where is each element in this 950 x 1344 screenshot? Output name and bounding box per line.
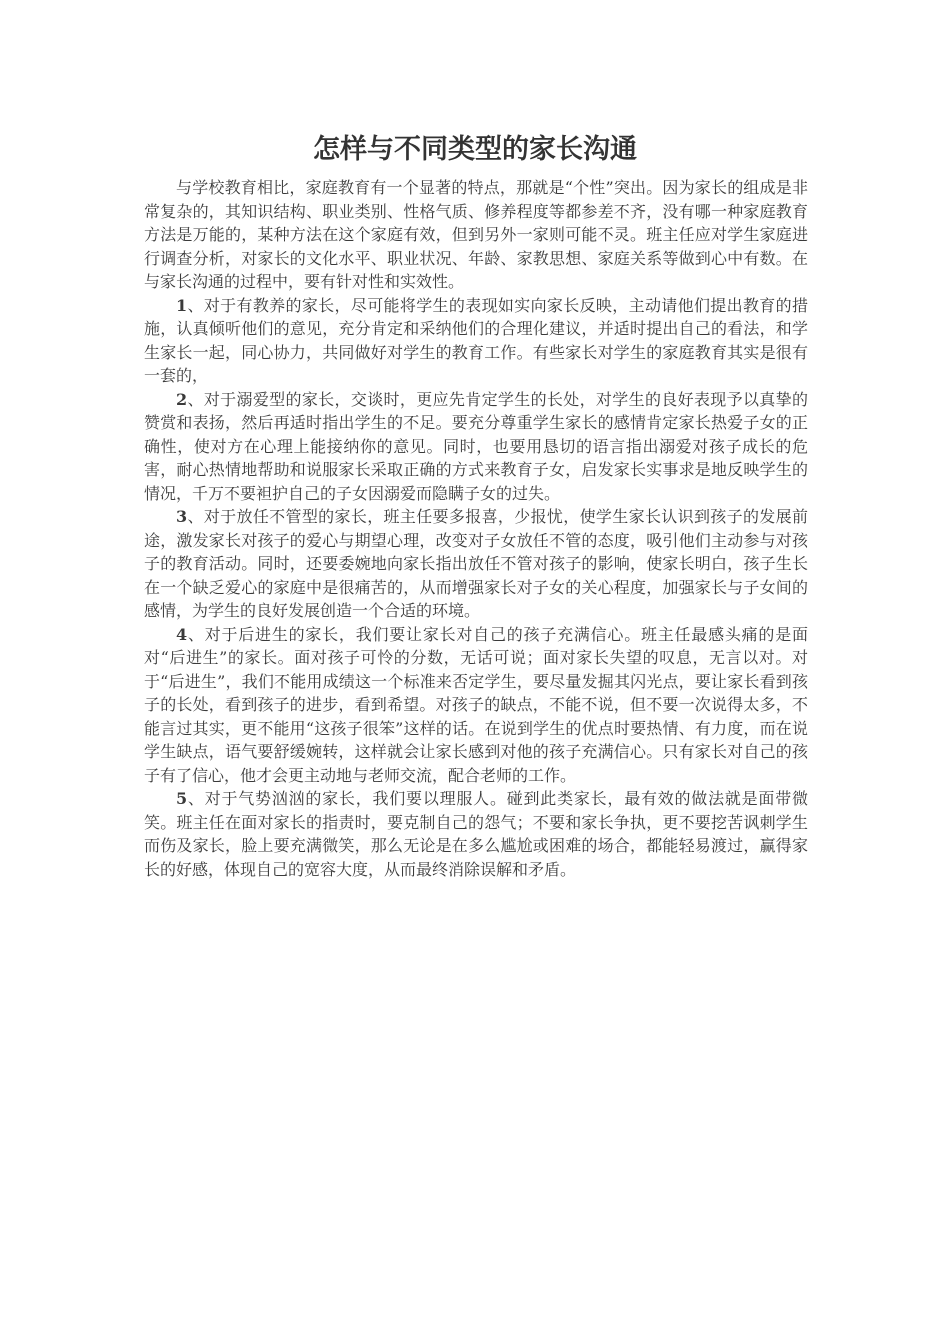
document-title: 怎样与不同类型的家长沟通 bbox=[313, 134, 637, 165]
section-number: 1 bbox=[176, 295, 188, 315]
section-paragraph-5 bbox=[144, 787, 808, 881]
section-paragraph-1 bbox=[144, 294, 808, 388]
section-paragraph-2 bbox=[144, 388, 808, 506]
section-number: 3 bbox=[176, 507, 188, 526]
section-text: 、对于后进生的家长，我们要让家长对自己的孩子充满信心。班主任最感头痛的是面对“后进生”的家长。面对孩子可怜的分数，无话可说；面对家长失望的叹息，无言以对。对于“后进生”，我们不能用成绩这一个标准来否定学生，要尽量发掘其闪光点，要让家长看到孩子的长处，看到孩子的进步，看到希望。对孩子的缺点，不能不说，但不要一次说得太多，不能言过其实，更不能用“这孩子很笨”这样的话。在说到学生的优点时要热情、有力度，而在说学生缺点，语气要舒缓婉转，这样就会让家长感到对他的孩子充满信心。只有家长对自己的孩子有了信心，他才会更主动地与老师交流，配合老师的工作。 bbox=[144, 624, 808, 785]
section-number: 4 bbox=[176, 624, 188, 644]
section-text: 、对于有教养的家长，尽可能将学生的表现如实向家长反映，主动请他们提出教育的措施，认真倾听他们的意见，充分肯定和采纳他们的合理化建议，并适时提出自己的看法，和学生家长一起，同心协力，共同做好对学生的教育工作。有些家长对学生的家庭教育其实是很有一套的， bbox=[144, 295, 808, 385]
section-text: 、对于溺爱型的家长，交谈时，更应先肯定学生的长处，对学生的良好表现予以真挚的赞赏和表扬，然后再适时指出学生的不足。要充分尊重学生家长的感情肯定家长热爱子女的正确性，使对方在心理上能接纳你的意见。同时，也要用恳切的语言指出溺爱对孩子成长的危害，耐心热情地帮助和说服家长采取正确的方式来教育子女，启发家长实事求是地反映学生的情况，千万不要袒护自己的子女因溺爱而隐瞒子女的过失。 bbox=[144, 389, 808, 503]
document-body bbox=[144, 176, 808, 881]
section-number: 2 bbox=[176, 389, 188, 409]
section-number: 5 bbox=[176, 789, 188, 808]
intro-paragraph: 与学校教育相比，家庭教育有一个显著的特点，那就是“个性”突出。因为家长的组成是非常复杂的，其知识结构、职业类别、性格气质、修养程度等都参差不齐，没有哪一种家庭教育方法是万能的，某种方法在这个家庭有效，但到另外一家则可能不灵。班主任应对学生家庭进行调查分析，对家长的文化水平、职业状况、年龄、家教思想、家庭关系等做到心中有数。在与家长沟通的过程中，要有针对性和实效性。 bbox=[144, 178, 808, 291]
section-text: 、对于气势汹汹的家长，我们要以理服人。碰到此类家长，最有效的做法就是面带微笑。班主任在面对家长的指责时，要克制自己的怨气；不要和家长争执，更不要挖苦讽刺学生而伤及家长，脸上要充满微笑，那么无论是在多么尴尬或困难的场合，都能轻易渡过，赢得家长的好感，体现自己的宽容大度，从而最终消除误解和矛盾。 bbox=[144, 789, 808, 879]
section-paragraph-4 bbox=[144, 623, 808, 788]
section-paragraph-3 bbox=[144, 505, 808, 623]
section-text: 、对于放任不管型的家长，班主任要多报喜，少报忧，使学生家长认识到孩子的发展前途，激发家长对孩子的爱心与期望心理，改变对子女放任不管的态度，吸引他们主动参与对孩子的教育活动。同时，还要委婉地向家长指出放任不管对孩子的影响，使家长明白，孩子生长在一个缺乏爱心的家庭中是很痛苦的，从而增强家长对子女的关心程度，加强家长与子女间的感情，为学生的良好发展创造一个合适的环境。 bbox=[144, 507, 808, 620]
